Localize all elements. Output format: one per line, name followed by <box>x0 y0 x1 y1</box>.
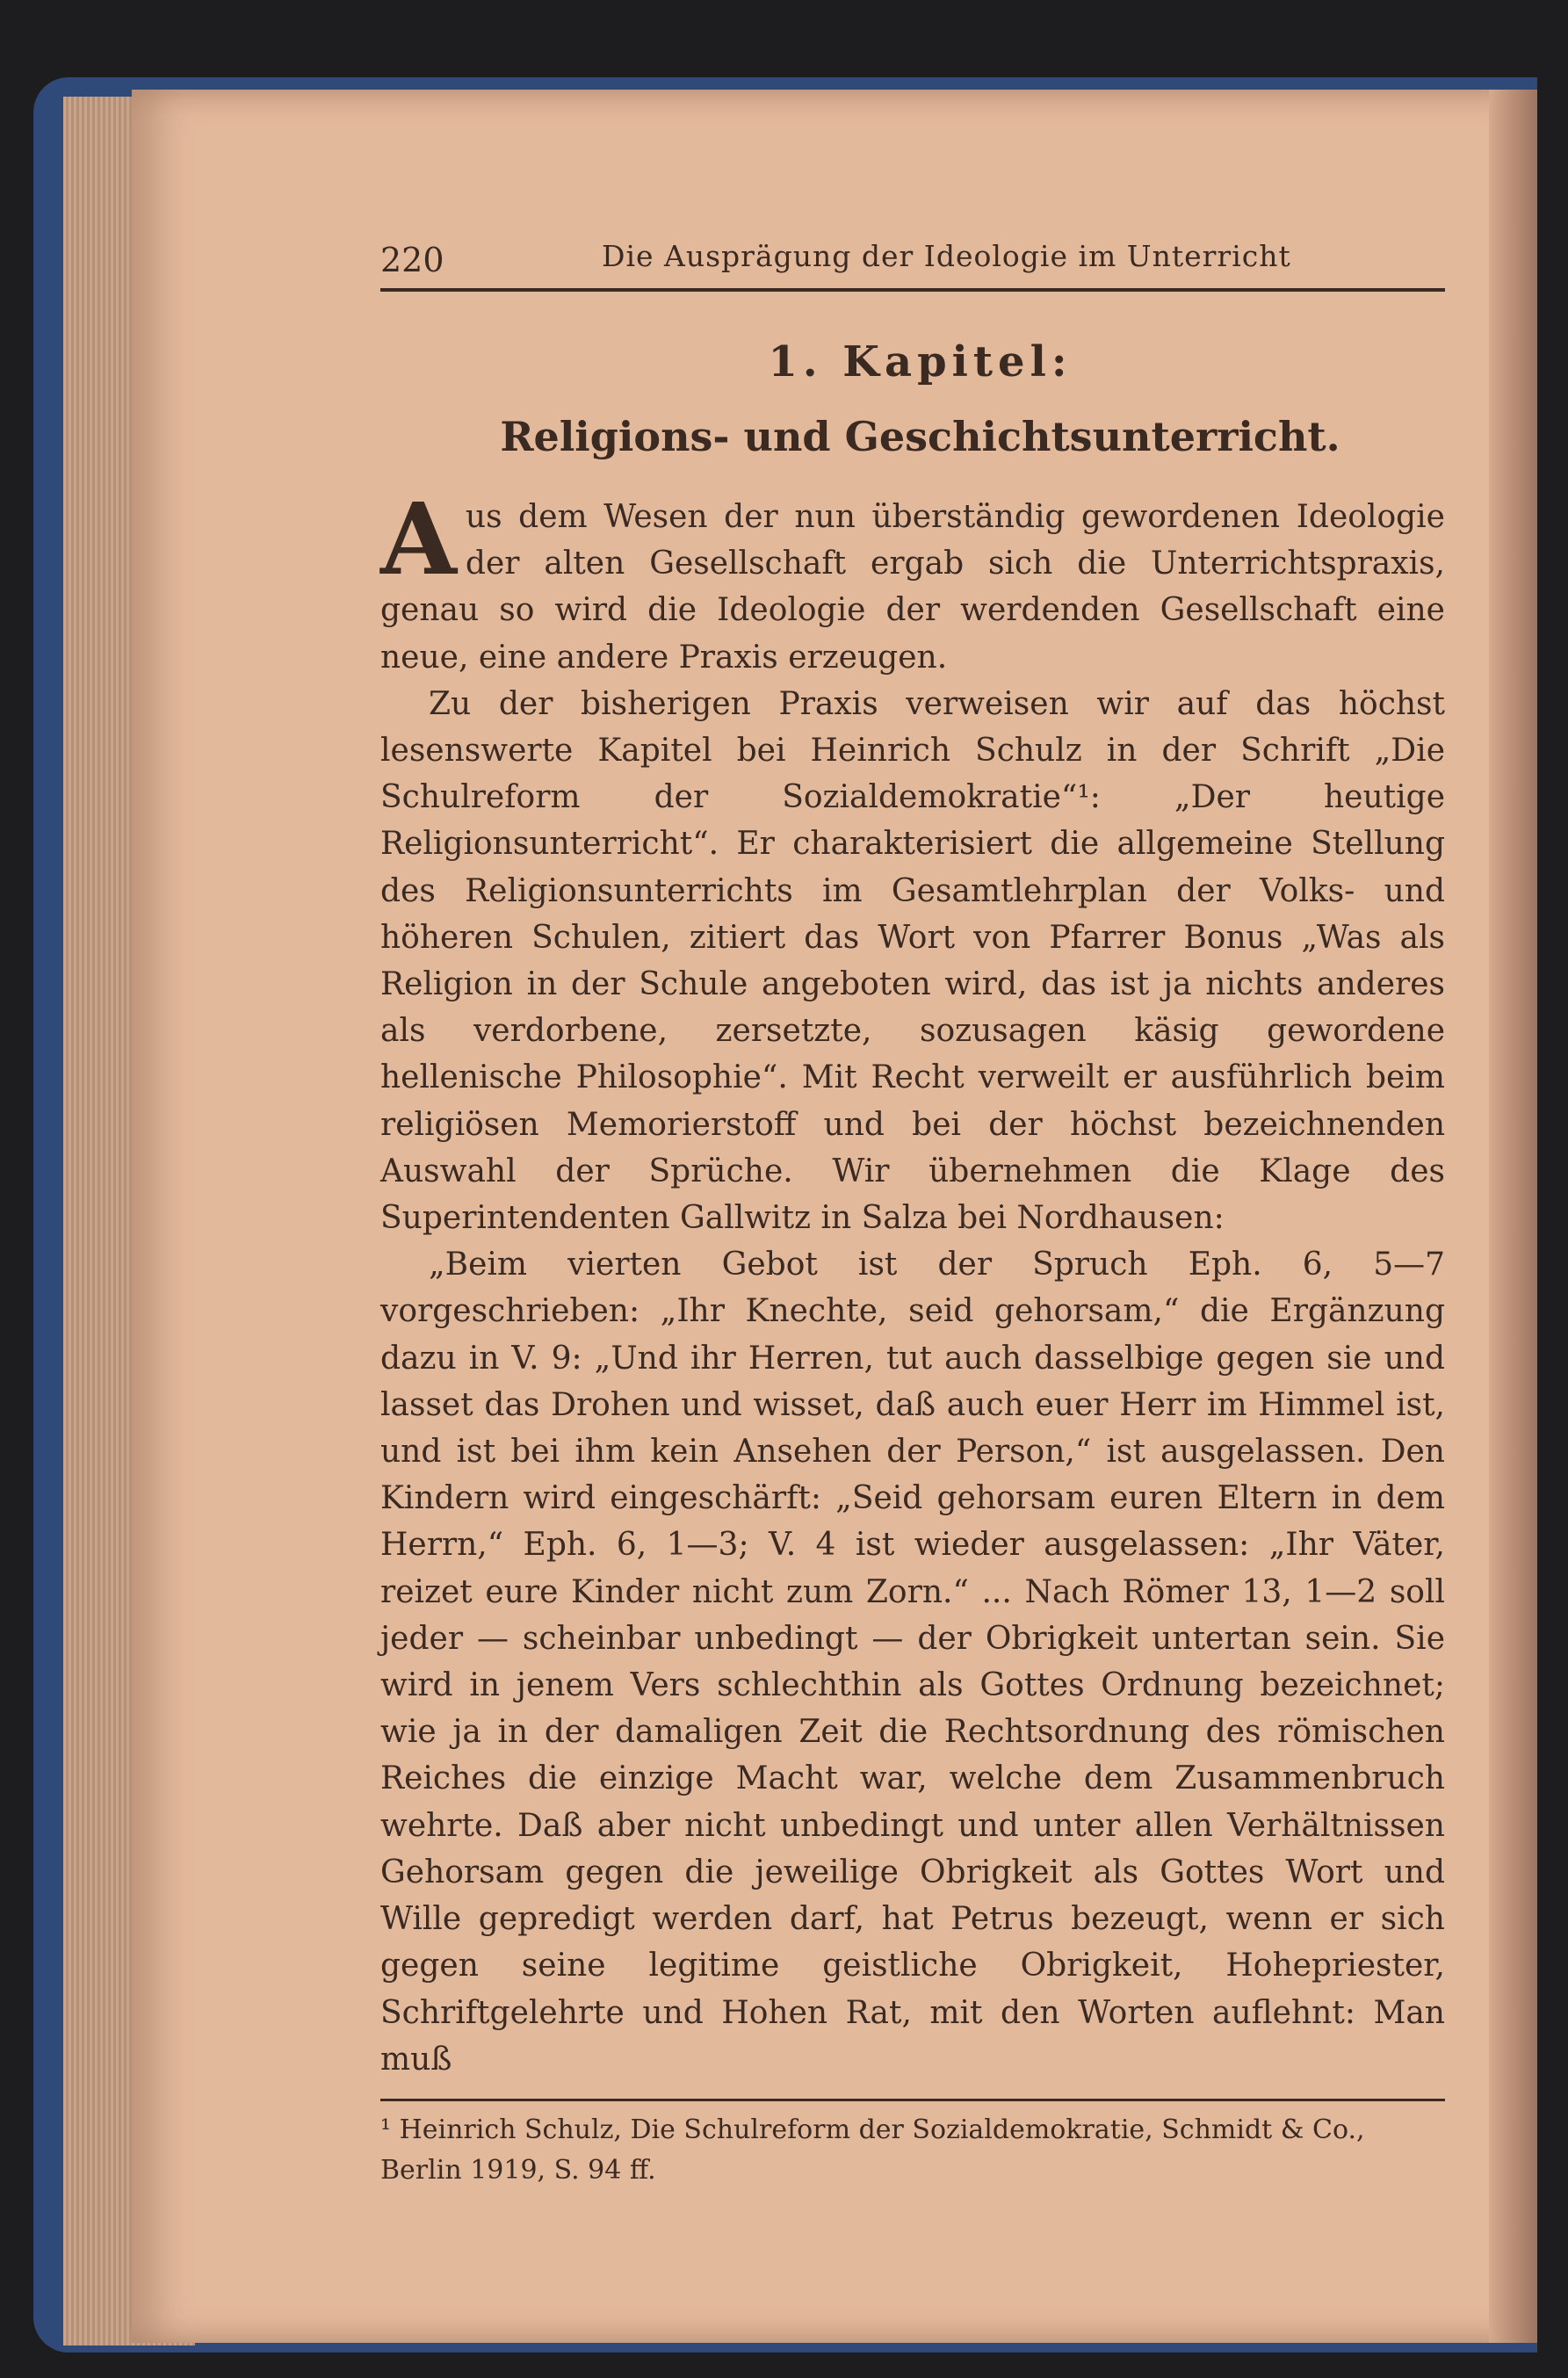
running-title: Die Ausprägung der Ideologie im Unterricht <box>602 239 1291 273</box>
paragraph-1 <box>380 482 1445 681</box>
paragraph-2: Zu der bisherigen Praxis verweisen wir auf das höchst lesenswerte Kapitel bei Heinrich Schulz in der Schrift „Die Schulreform der Sozialdemokratie“¹: „Der heutige Religionsunterricht“. Er charakterisiert die allgemeine Stellung des Religionsunterrichts im Gesamtlehrplan der Volks- und höheren Schulen, zitiert das Wort von Pfarrer Bonus „Was als Religion in der Schule angeboten wird, das ist ja nichts anderes als verdorbene, zersetzte, sozusagen käsig gewordene hellenische Philosophie“. Mit Recht verweilt er ausführlich beim religiösen Memorierstoff und bei der höchst bezeichnenden Auswahl der Sprüche. Wir übernehmen die Klage des Superintendenten Gallwitz in Salza bei Nordhausen: <box>380 685 1445 1237</box>
paragraph-1-text: us dem Wesen der nun überständig gewordenen Ideologie der alten Gesellschaft ergab sich die Unterrichtspraxis, genau so wird die Ideologie der werdenden Gesellschaft eine neue, eine andere Praxis erzeugen. <box>380 499 1445 676</box>
footnote-rule <box>380 2099 1445 2101</box>
page-gutter <box>1489 90 1537 2343</box>
page-number: 220 <box>380 241 444 279</box>
drop-cap: A <box>380 482 457 597</box>
chapter-title: Religions- und Geschichtsunterricht. <box>500 413 1340 460</box>
header-rule <box>380 288 1445 292</box>
running-head <box>250 230 1458 286</box>
body-text <box>380 482 1445 2083</box>
paragraph-3: „Beim vierten Gebot ist der Spruch Eph. 6, 5—7 vorgeschrieben: „Ihr Knechte, seid gehorsam,“ die Ergänzung dazu in V. 9: „Und ihr Herren, tut auch dasselbige gegen sie und lasset das Drohen und wisset, daß auch euer Herr im Himmel ist, und ist bei ihm kein Ansehen der Person,“ ist ausgelassen. Den Kindern wird eingeschärft: „Seid gehorsam euren Eltern in dem Herrn,“ Eph. 6, 1—3; V. 4 ist wieder ausgelassen: „Ihr Väter, reizet eure Kinder nicht zum Zorn.“ ... Nach Römer 13, 1—2 soll jeder — scheinbar unbedingt — der Obrigkeit untertan sein. Sie wird in jenem Vers schlechthin als Gottes Ordnung bezeichnet; wie ja in der damaligen Zeit die Rechtsordnung des römischen Reiches die einzige Macht war, welche dem Zusammenbruch wehrte. Daß aber nicht unbedingt und unter allen Verhältnissen Gehorsam gegen die jeweilige Obrigkeit als Gottes Wort und Wille gepredigt werden darf, hat Petrus bezeugt, wenn er sich gegen seine legitime geistliche Obrigkeit, Hohepriester, Schriftgelehrte und Hohen Rat, mit den Worten auflehnt: Man muß <box>380 1247 1445 2078</box>
page-content <box>250 230 1458 2191</box>
chapter-number: 1. Kapitel: <box>768 337 1073 387</box>
footnote: ¹ Heinrich Schulz, Die Schulreform der Sozialdemokratie, Schmidt & Co., Berlin 1919, S. 94 ff. <box>380 2114 1365 2186</box>
